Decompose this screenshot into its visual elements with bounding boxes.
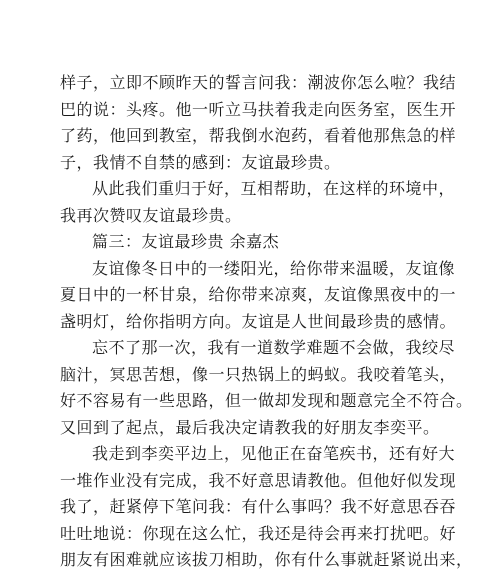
text-line: 我了，赶紧停下笔问我：有什么事吗？我不好意思吞吞 — [60, 497, 457, 516]
text-line: 好不容易有一些思路，但一做却发现和题意完全不符合。 — [60, 391, 473, 410]
text-line: 又回到了起点，最后我决定请教我的好朋友李奕平。 — [60, 417, 440, 437]
text-line: 我走到李奕平边上，见他正在奋笔疾书，还有好大 — [92, 444, 456, 463]
text-line: 巴的说：头疼。他一听立马扶着我走向医务室，医生开 — [60, 99, 457, 119]
text-line: 样子，立即不顾昨天的誓言问我：潮波你怎么啦？我结 — [60, 73, 457, 92]
text-line: 篇三：友谊最珍贵 余嘉杰 — [92, 232, 280, 251]
text-line: 夏日中的一杯甘泉，给你带来凉爽，友谊像黑夜中的一 — [60, 285, 457, 304]
text-line: 我再次赞叹友谊最珍贵。 — [60, 205, 242, 225]
text-line: 吐吐地说：你现在这么忙，我还是待会再来打扰吧。好 — [60, 523, 457, 543]
text-line: 子，我情不自禁的感到：友谊最珍贵。 — [60, 152, 341, 172]
text-line: 脑汁，冥思苦想，像一只热锅上的蚂蚁。我咬着笔头， — [60, 364, 457, 384]
text-line: 盏明灯，给你指明方向。友谊是人世间最珍贵的感情。 — [60, 311, 457, 331]
text-line: 忘不了那一次，我有一道数学难题不会做，我绞尽 — [92, 338, 456, 357]
text-line: 友谊像冬日中的一缕阳光，给你带来温暖，友谊像 — [92, 258, 456, 278]
text-line: 了药，他回到教室，帮我倒水泡药，看着他那焦急的样 — [60, 126, 457, 145]
text-line: 朋友有困难就应该拔刀相助，你有什么事就赶紧说出来， — [60, 550, 473, 569]
text-line: 从此我们重归于好，互相帮助，在这样的环境中， — [92, 179, 456, 198]
text-line: 一堆作业没有完成，我不好意思请教他。但他好似发现 — [60, 470, 457, 490]
body-text — [60, 70, 473, 574]
